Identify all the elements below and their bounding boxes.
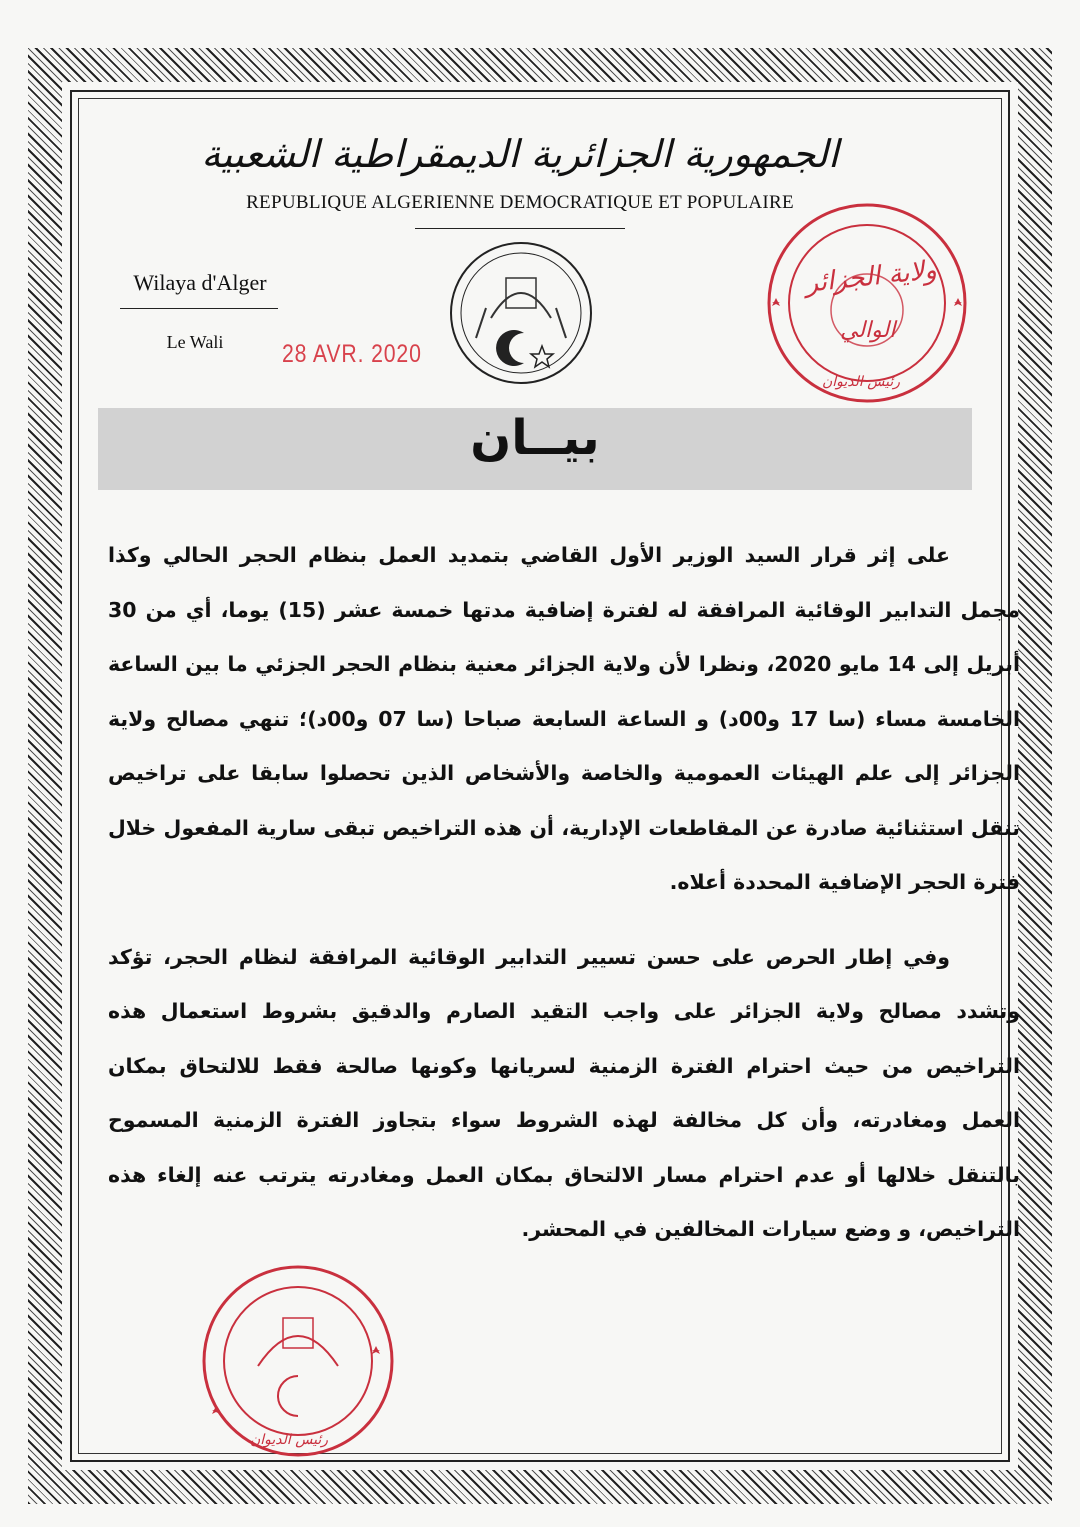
stamp-wilaya-title: ولاية الجزائر bbox=[803, 255, 939, 299]
header-arabic-title: الجمهورية الجزائرية الديمقراطية الشعبية bbox=[201, 132, 839, 176]
document-title: بيــان bbox=[470, 410, 600, 466]
body-paragraph: على إثر قرار السيد الوزير الأول القاضي بتمديد العمل بنظام الحجر الحالي وكذا مجمل التدابير الوقائية المرافقة له لفترة إضافية مدتها خمسة عشر (15) يوما، أي من 30 أبريل إلى 14 مايو 2020، ونظرا لأن ولاية الجزائر معنية بنظام الحجر الجزئي ما بين الساعة الخامسة مساء (سا 17 و00د) و الساعة السابعة صباحا (سا 07 و00د)؛ تنهي مصالح ولاية الجزائر إلى علم الهيئات العمومية والخاصة والأشخاص الذين تحصلوا سابقا على تراخيص تنقل استثنائية صادرة عن المقاطعات الإدارية، أن هذه التراخيص تبقى سارية المفعول خلال فترة الحجر الإضافية المحددة أعلاه. bbox=[108, 543, 1020, 894]
body-paragraph: وفي إطار الحرص على حسن تسيير التدابير الوقائية المرافقة لنظام الحجر، تؤكد وتشدد مصالح ولاية الجزائر على واجب التقيد الصارم والدقيق بشروط استعمال هذه التراخيص من حيث احترام الفترة الزمنية لسريانها وكونها صالحة فقط للالتحاق بمكان العمل ومغادرته، وأن كل مخالفة لهذه الشروط سواء بتجاوز الفترة الزمنية المسموح بالتنقل خلالها أو عدم احترام مسار الالتحاق بمكان العمل ومغادرته يترتب عنه إلغاء هذه التراخيص، و وضع سيارات المخالفين في المحشر. bbox=[108, 944, 1020, 1241]
date-stamp: 28 AVR. 2020 bbox=[282, 340, 422, 368]
wali-label: Le Wali bbox=[166, 332, 224, 352]
header-french-title: REPUBLIQUE ALGERIENNE DEMOCRATIQUE ET POPULAIRE bbox=[246, 192, 794, 213]
stamp-chief-of-cabinet: رئيس الديوان bbox=[822, 374, 900, 390]
stamp-wali-label: الوالي bbox=[840, 318, 896, 343]
national-emblem-icon bbox=[446, 238, 596, 388]
wilaya-underline bbox=[120, 308, 278, 309]
header-divider bbox=[415, 228, 625, 229]
seal-chief-of-cabinet: رئيس الديوان bbox=[250, 1432, 328, 1448]
wilaya-label: Wilaya d'Alger bbox=[133, 270, 267, 295]
document-body bbox=[108, 528, 1020, 1257]
